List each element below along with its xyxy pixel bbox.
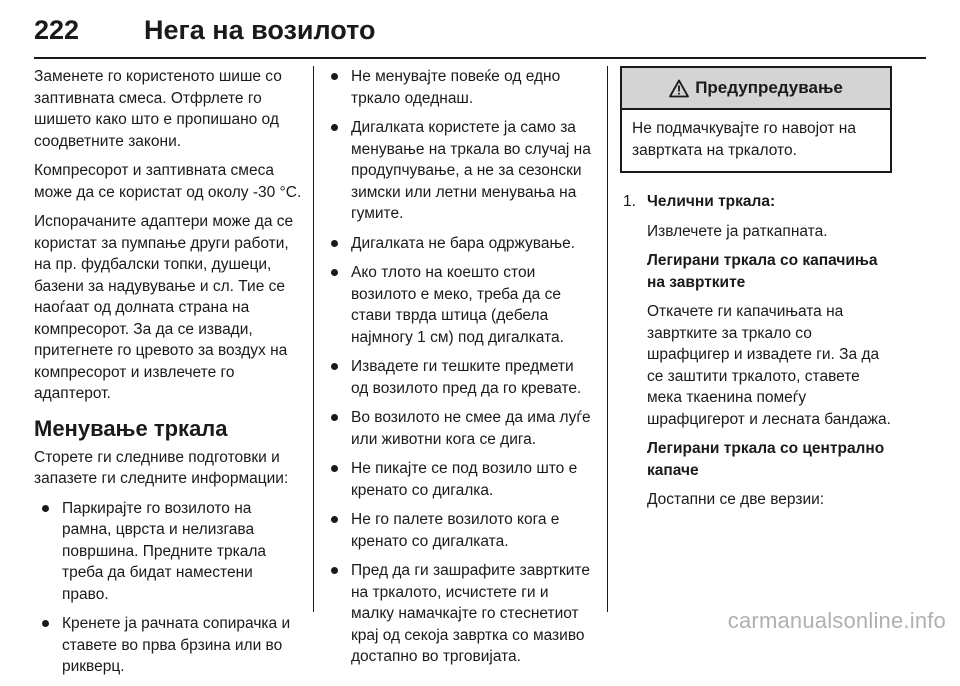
watermark: carmanualsonline.info (727, 608, 946, 633)
step-number: 1. (623, 193, 636, 210)
header-divider (34, 57, 926, 59)
paragraph: Заменете го користеното шише со заптивната смеса. Отфрлете го шишето како што е пропишано од соодветните закони. (34, 68, 282, 150)
running-title: Нега на возилото (144, 15, 376, 45)
bullet-list (34, 498, 302, 678)
page-number: 222 (34, 15, 80, 45)
paragraph: Компресорот и заптивната смеса може да се користат од околу -30 °C. (34, 162, 302, 201)
bullet-dot (331, 73, 338, 80)
warning-box (620, 66, 892, 173)
warning-text: Не подмачкувајте го навојот на завртката на тркалото. (632, 120, 856, 159)
section-heading: Менување тркала (34, 415, 228, 441)
list-item (329, 458, 594, 501)
list-item (329, 66, 594, 109)
bullet-dot (331, 240, 338, 247)
list-item-text: Не менувајте повеќе од едно тркало одеднаш. (351, 68, 561, 107)
bullet-dot (331, 363, 338, 370)
list-item-text: Ако тлото на коешто стои возилото е меко, треба да се стави тврда штица (дебела најмногу 1 см) под дигалката. (351, 264, 564, 346)
bullet-dot (331, 567, 338, 574)
list-item (329, 356, 594, 399)
subheading: Легирани тркала со капачиња на завртките (647, 252, 878, 291)
section-intro: Сторете ги следниве подготовки и запазете ги следните информации: (34, 448, 289, 487)
warning-header (622, 68, 890, 110)
warning-title: Предупредување (695, 78, 843, 98)
list-item (329, 233, 594, 255)
list-item-text: Не пикајте се под возило што е кренато со дигалка. (351, 460, 578, 499)
list-item (329, 560, 594, 668)
subheading-text: Откачете ги капачињата на завртките за тркало со шрафцигер и извадете ги. За да се заштити тркалото, ставете мека ткаенина помеѓу шрафцигерот и лесната бандажа. (647, 303, 891, 428)
bullet-dot (331, 516, 338, 523)
bullet-dot (331, 269, 338, 276)
bullet-list (329, 66, 594, 668)
list-item (329, 117, 594, 225)
bullet-dot (331, 124, 338, 131)
subheading: Легирани тркала со централно капаче (647, 440, 885, 479)
step-title: Челични тркала: (647, 193, 776, 210)
bullet-dot (331, 414, 338, 421)
list-item (329, 509, 594, 552)
list-item-text: Дигалката не бара одржување. (351, 234, 576, 252)
bullet-dot (331, 465, 338, 472)
page-header (34, 10, 926, 56)
numbered-step (620, 191, 892, 511)
list-item (34, 613, 302, 678)
list-item-text: Извадете ги тешките предмети од возилото пред да го кревате. (351, 358, 582, 397)
list-item-text: Кренете ја рачната сопирачка и ставете во прва брзина или во рикверц. (62, 615, 291, 675)
warning-triangle-icon (669, 79, 689, 98)
step-text: Извлечете ја раткапната. (647, 222, 828, 240)
list-item (34, 498, 302, 606)
list-item (329, 407, 594, 450)
list-item-text: Дигалката користете ја само за менување на тркала во случај на продупчување, а не за сезонски зимски или летни менувања на гумите. (351, 119, 591, 222)
list-item-text: Паркирајте го возилото на рамна, цврста и нелизгава површина. Предните тркала треба да бидат наместени право. (62, 499, 267, 603)
paragraph: Испорачаните адаптери може да се користат за пумпање други работи, на пр. фудбалски топки, душеци, базени за надувување и сл. Тие се наоѓаат од долната страна на компресорот. За да се извади, притегнете го цревото за воздух на компресорот и извлечете го адаптерот. (34, 213, 294, 402)
list-item-text: Не го палете возилото кога е кренато со дигалката. (351, 511, 560, 550)
column-right (620, 66, 892, 519)
column-divider-2 (607, 66, 608, 612)
list-item (329, 262, 594, 348)
column-middle (329, 66, 594, 676)
list-item-text: Пред да ги зашрафите завртките на тркалото, исчистете ги и малку намачкајте го стеснетиот крај од секоја завртка со мазиво достапно во трговијата. (351, 562, 590, 665)
list-item-text: Во возилото не смее да има луѓе или животни кога се дига. (351, 409, 591, 448)
bullet-dot (42, 505, 49, 512)
column-left (34, 66, 302, 686)
subheading-text: Достапни се две верзии: (647, 491, 825, 508)
bullet-dot (42, 620, 49, 627)
column-divider-1 (313, 66, 314, 612)
